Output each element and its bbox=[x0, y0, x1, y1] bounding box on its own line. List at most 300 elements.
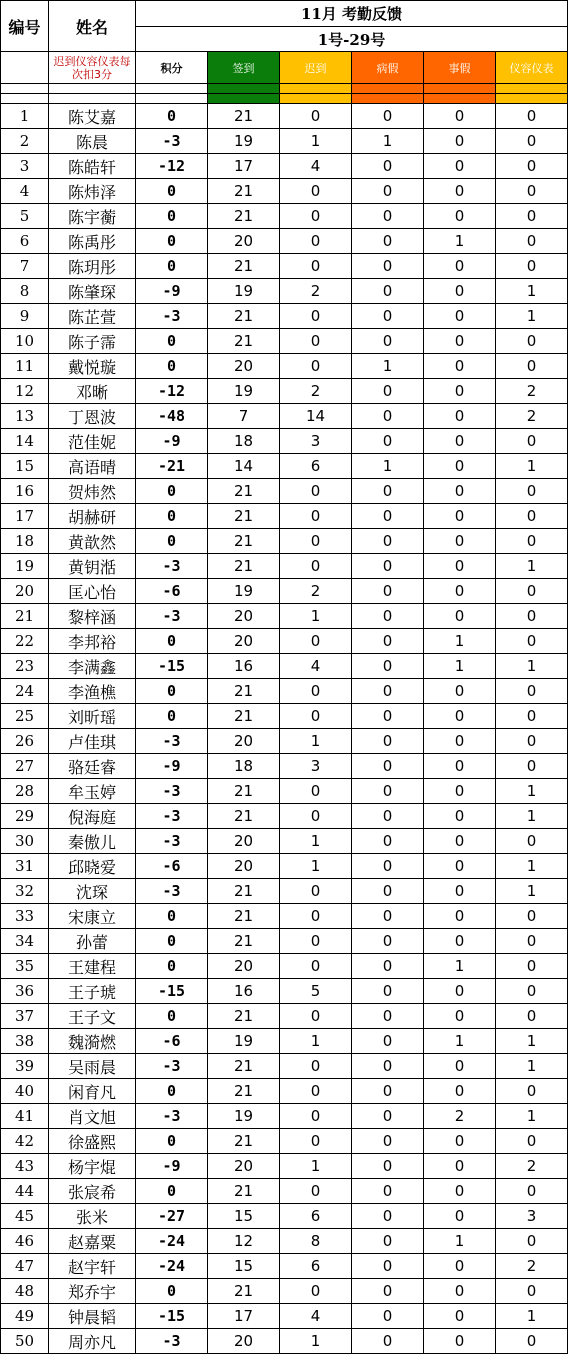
student-name: 范佳妮 bbox=[49, 429, 136, 454]
late-count: 0 bbox=[280, 1129, 352, 1154]
col-header-score: 积分 bbox=[136, 52, 208, 84]
personal-leave-count: 0 bbox=[424, 829, 496, 854]
signin-count: 21 bbox=[208, 304, 280, 329]
personal-leave-count: 0 bbox=[424, 504, 496, 529]
signin-count: 21 bbox=[208, 329, 280, 354]
appearance-count: 1 bbox=[496, 1104, 568, 1129]
table-row bbox=[1, 1204, 568, 1229]
late-count: 0 bbox=[280, 1104, 352, 1129]
score: -15 bbox=[136, 1304, 208, 1329]
late-count: 1 bbox=[280, 829, 352, 854]
sick-leave-count: 0 bbox=[352, 504, 424, 529]
late-count: 0 bbox=[280, 879, 352, 904]
student-name: 邓晰 bbox=[49, 379, 136, 404]
row-id: 15 bbox=[1, 454, 49, 479]
row-id: 12 bbox=[1, 379, 49, 404]
row-id: 48 bbox=[1, 1279, 49, 1304]
table-row bbox=[1, 1304, 568, 1329]
student-name: 李邦裕 bbox=[49, 629, 136, 654]
table-row bbox=[1, 779, 568, 804]
score: 0 bbox=[136, 104, 208, 129]
appearance-count: 0 bbox=[496, 354, 568, 379]
sick-leave-count: 0 bbox=[352, 204, 424, 229]
spacer-cell bbox=[1, 94, 49, 104]
table-row bbox=[1, 1254, 568, 1279]
appearance-count: 0 bbox=[496, 829, 568, 854]
personal-leave-count: 0 bbox=[424, 304, 496, 329]
sick-leave-count: 0 bbox=[352, 754, 424, 779]
student-name: 牟玉婷 bbox=[49, 779, 136, 804]
row-id: 6 bbox=[1, 229, 49, 254]
score: -21 bbox=[136, 454, 208, 479]
personal-leave-count: 0 bbox=[424, 1204, 496, 1229]
score: 0 bbox=[136, 179, 208, 204]
student-name: 陈禹彤 bbox=[49, 229, 136, 254]
appearance-count: 2 bbox=[496, 404, 568, 429]
score: -3 bbox=[136, 779, 208, 804]
row-id: 45 bbox=[1, 1204, 49, 1229]
row-id: 23 bbox=[1, 654, 49, 679]
sick-leave-count: 0 bbox=[352, 154, 424, 179]
color-bar-green bbox=[208, 94, 280, 104]
appearance-count: 0 bbox=[496, 754, 568, 779]
appearance-count: 0 bbox=[496, 1229, 568, 1254]
color-bar-orange bbox=[424, 94, 496, 104]
student-name: 李渔樵 bbox=[49, 679, 136, 704]
score: -3 bbox=[136, 1054, 208, 1079]
appearance-count: 0 bbox=[496, 129, 568, 154]
signin-count: 20 bbox=[208, 954, 280, 979]
score: 0 bbox=[136, 679, 208, 704]
personal-leave-count: 0 bbox=[424, 1129, 496, 1154]
row-id: 4 bbox=[1, 179, 49, 204]
table-row bbox=[1, 104, 568, 129]
student-name: 宋康立 bbox=[49, 904, 136, 929]
personal-leave-count: 0 bbox=[424, 179, 496, 204]
sick-leave-count: 0 bbox=[352, 1104, 424, 1129]
signin-count: 19 bbox=[208, 129, 280, 154]
color-bar-green bbox=[208, 84, 280, 94]
late-count: 0 bbox=[280, 354, 352, 379]
signin-count: 16 bbox=[208, 979, 280, 1004]
row-id: 20 bbox=[1, 579, 49, 604]
score: 0 bbox=[136, 254, 208, 279]
sick-leave-count: 0 bbox=[352, 879, 424, 904]
student-name: 邱晓爱 bbox=[49, 854, 136, 879]
table-row bbox=[1, 829, 568, 854]
spacer-cell bbox=[136, 94, 208, 104]
appearance-count: 1 bbox=[496, 654, 568, 679]
signin-count: 21 bbox=[208, 1054, 280, 1079]
student-name: 王子文 bbox=[49, 1004, 136, 1029]
appearance-count: 0 bbox=[496, 979, 568, 1004]
student-name: 吴雨晨 bbox=[49, 1054, 136, 1079]
student-name: 徐盛熙 bbox=[49, 1129, 136, 1154]
student-name: 骆廷睿 bbox=[49, 754, 136, 779]
personal-leave-count: 0 bbox=[424, 454, 496, 479]
appearance-count: 1 bbox=[496, 1304, 568, 1329]
row-id: 38 bbox=[1, 1029, 49, 1054]
late-count: 1 bbox=[280, 129, 352, 154]
personal-leave-count: 1 bbox=[424, 1229, 496, 1254]
row-id: 21 bbox=[1, 604, 49, 629]
row-id: 33 bbox=[1, 904, 49, 929]
student-name: 黄歆然 bbox=[49, 529, 136, 554]
sick-leave-count: 0 bbox=[352, 1254, 424, 1279]
score: -3 bbox=[136, 829, 208, 854]
score: 0 bbox=[136, 929, 208, 954]
table-row bbox=[1, 729, 568, 754]
table-row bbox=[1, 754, 568, 779]
personal-leave-count: 0 bbox=[424, 1079, 496, 1104]
sick-leave-count: 0 bbox=[352, 404, 424, 429]
score: 0 bbox=[136, 629, 208, 654]
sick-leave-count: 0 bbox=[352, 1004, 424, 1029]
row-id: 10 bbox=[1, 329, 49, 354]
sick-leave-count: 0 bbox=[352, 1204, 424, 1229]
personal-leave-count: 0 bbox=[424, 729, 496, 754]
personal-leave-count: 0 bbox=[424, 1154, 496, 1179]
appearance-count: 2 bbox=[496, 1254, 568, 1279]
appearance-count: 0 bbox=[496, 704, 568, 729]
row-id: 47 bbox=[1, 1254, 49, 1279]
student-name: 赵宇轩 bbox=[49, 1254, 136, 1279]
score: 0 bbox=[136, 204, 208, 229]
appearance-count: 0 bbox=[496, 1004, 568, 1029]
student-name: 陈子霈 bbox=[49, 329, 136, 354]
late-count: 0 bbox=[280, 929, 352, 954]
signin-count: 12 bbox=[208, 1229, 280, 1254]
student-name: 杨宇焜 bbox=[49, 1154, 136, 1179]
signin-count: 20 bbox=[208, 629, 280, 654]
signin-count: 21 bbox=[208, 879, 280, 904]
sick-leave-count: 0 bbox=[352, 679, 424, 704]
student-name: 李满鑫 bbox=[49, 654, 136, 679]
row-id: 5 bbox=[1, 204, 49, 229]
late-count: 14 bbox=[280, 404, 352, 429]
score: 0 bbox=[136, 504, 208, 529]
late-count: 0 bbox=[280, 229, 352, 254]
table-row bbox=[1, 1279, 568, 1304]
sick-leave-count: 0 bbox=[352, 254, 424, 279]
score: -15 bbox=[136, 654, 208, 679]
sick-leave-count: 1 bbox=[352, 354, 424, 379]
signin-count: 19 bbox=[208, 279, 280, 304]
row-id: 18 bbox=[1, 529, 49, 554]
signin-count: 21 bbox=[208, 904, 280, 929]
late-count: 6 bbox=[280, 1204, 352, 1229]
table-row bbox=[1, 204, 568, 229]
appearance-count: 0 bbox=[496, 154, 568, 179]
appearance-count: 0 bbox=[496, 579, 568, 604]
sick-leave-count: 0 bbox=[352, 829, 424, 854]
row-id: 24 bbox=[1, 679, 49, 704]
personal-leave-count: 0 bbox=[424, 254, 496, 279]
table-row bbox=[1, 1129, 568, 1154]
col-header-id: 编号 bbox=[1, 1, 49, 52]
signin-count: 21 bbox=[208, 1079, 280, 1104]
signin-count: 21 bbox=[208, 104, 280, 129]
personal-leave-count: 0 bbox=[424, 479, 496, 504]
appearance-count: 0 bbox=[496, 429, 568, 454]
late-count: 0 bbox=[280, 179, 352, 204]
student-name: 高语晴 bbox=[49, 454, 136, 479]
sick-leave-count: 0 bbox=[352, 854, 424, 879]
late-count: 0 bbox=[280, 904, 352, 929]
table-row bbox=[1, 454, 568, 479]
score: -15 bbox=[136, 979, 208, 1004]
personal-leave-count: 0 bbox=[424, 1254, 496, 1279]
table-row bbox=[1, 1179, 568, 1204]
appearance-count: 2 bbox=[496, 379, 568, 404]
table-row bbox=[1, 579, 568, 604]
late-count: 3 bbox=[280, 754, 352, 779]
personal-leave-count: 1 bbox=[424, 229, 496, 254]
personal-leave-count: 0 bbox=[424, 579, 496, 604]
table-row bbox=[1, 329, 568, 354]
signin-count: 16 bbox=[208, 654, 280, 679]
personal-leave-count: 0 bbox=[424, 354, 496, 379]
sick-leave-count: 0 bbox=[352, 329, 424, 354]
signin-count: 21 bbox=[208, 1179, 280, 1204]
signin-count: 20 bbox=[208, 729, 280, 754]
signin-count: 21 bbox=[208, 204, 280, 229]
color-bar-yellow bbox=[280, 84, 352, 94]
row-id: 35 bbox=[1, 954, 49, 979]
table-row bbox=[1, 879, 568, 904]
personal-leave-count: 0 bbox=[424, 1179, 496, 1204]
sick-leave-count: 0 bbox=[352, 229, 424, 254]
sick-leave-count: 0 bbox=[352, 1279, 424, 1304]
signin-count: 21 bbox=[208, 479, 280, 504]
appearance-count: 0 bbox=[496, 179, 568, 204]
date-range: 1号-29号 bbox=[136, 27, 568, 52]
score: -3 bbox=[136, 729, 208, 754]
score: -6 bbox=[136, 579, 208, 604]
late-count: 0 bbox=[280, 704, 352, 729]
sick-leave-count: 0 bbox=[352, 1129, 424, 1154]
personal-leave-count: 0 bbox=[424, 1329, 496, 1354]
appearance-count: 2 bbox=[496, 1154, 568, 1179]
student-name: 陈皓轩 bbox=[49, 154, 136, 179]
appearance-count: 0 bbox=[496, 104, 568, 129]
table-row bbox=[1, 1054, 568, 1079]
personal-leave-count: 0 bbox=[424, 754, 496, 779]
appearance-count: 0 bbox=[496, 1129, 568, 1154]
row-id: 41 bbox=[1, 1104, 49, 1129]
personal-leave-count: 1 bbox=[424, 654, 496, 679]
sick-leave-count: 0 bbox=[352, 729, 424, 754]
late-count: 1 bbox=[280, 604, 352, 629]
sick-leave-count: 0 bbox=[352, 954, 424, 979]
table-row bbox=[1, 529, 568, 554]
appearance-count: 0 bbox=[496, 1079, 568, 1104]
spacer-cell bbox=[49, 84, 136, 94]
sick-leave-count: 0 bbox=[352, 604, 424, 629]
late-count: 0 bbox=[280, 804, 352, 829]
col-header-personal: 事假 bbox=[424, 52, 496, 84]
spacer-cell bbox=[136, 84, 208, 94]
appearance-count: 1 bbox=[496, 304, 568, 329]
sick-leave-count: 1 bbox=[352, 454, 424, 479]
personal-leave-count: 0 bbox=[424, 779, 496, 804]
signin-count: 15 bbox=[208, 1204, 280, 1229]
appearance-count: 0 bbox=[496, 204, 568, 229]
sick-leave-count: 0 bbox=[352, 379, 424, 404]
col-header-sick: 病假 bbox=[352, 52, 424, 84]
sick-leave-count: 0 bbox=[352, 1154, 424, 1179]
signin-count: 21 bbox=[208, 529, 280, 554]
table-row bbox=[1, 1029, 568, 1054]
score: -24 bbox=[136, 1254, 208, 1279]
spacer-cell bbox=[1, 84, 49, 94]
signin-count: 20 bbox=[208, 829, 280, 854]
student-name: 肖文旭 bbox=[49, 1104, 136, 1129]
appearance-count: 1 bbox=[496, 854, 568, 879]
appearance-count: 1 bbox=[496, 554, 568, 579]
student-name: 胡赫研 bbox=[49, 504, 136, 529]
appearance-count: 0 bbox=[496, 929, 568, 954]
late-count: 0 bbox=[280, 679, 352, 704]
signin-count: 21 bbox=[208, 704, 280, 729]
signin-count: 21 bbox=[208, 179, 280, 204]
student-name: 陈宇蘅 bbox=[49, 204, 136, 229]
student-name: 周亦凡 bbox=[49, 1329, 136, 1354]
personal-leave-count: 0 bbox=[424, 279, 496, 304]
sick-leave-count: 0 bbox=[352, 929, 424, 954]
late-count: 0 bbox=[280, 954, 352, 979]
signin-count: 21 bbox=[208, 504, 280, 529]
late-count: 1 bbox=[280, 1329, 352, 1354]
late-count: 0 bbox=[280, 1279, 352, 1304]
student-name: 黄钥湉 bbox=[49, 554, 136, 579]
row-id: 17 bbox=[1, 504, 49, 529]
row-id: 27 bbox=[1, 754, 49, 779]
late-count: 1 bbox=[280, 729, 352, 754]
deduction-note: 迟到仪容仪表每次扣3分 bbox=[49, 52, 136, 84]
table-row bbox=[1, 154, 568, 179]
student-name: 魏漪燃 bbox=[49, 1029, 136, 1054]
student-name: 贺炜然 bbox=[49, 479, 136, 504]
score: -3 bbox=[136, 554, 208, 579]
late-count: 6 bbox=[280, 1254, 352, 1279]
sick-leave-count: 0 bbox=[352, 1029, 424, 1054]
row-id: 37 bbox=[1, 1004, 49, 1029]
sick-leave-count: 0 bbox=[352, 779, 424, 804]
personal-leave-count: 0 bbox=[424, 704, 496, 729]
score: 0 bbox=[136, 1179, 208, 1204]
appearance-count: 1 bbox=[496, 1029, 568, 1054]
table-row bbox=[1, 304, 568, 329]
row-id: 30 bbox=[1, 829, 49, 854]
table-row bbox=[1, 379, 568, 404]
late-count: 6 bbox=[280, 454, 352, 479]
row-id: 40 bbox=[1, 1079, 49, 1104]
personal-leave-count: 0 bbox=[424, 129, 496, 154]
personal-leave-count: 0 bbox=[424, 929, 496, 954]
signin-count: 21 bbox=[208, 679, 280, 704]
row-id: 44 bbox=[1, 1179, 49, 1204]
signin-count: 21 bbox=[208, 1279, 280, 1304]
row-id: 49 bbox=[1, 1304, 49, 1329]
score: 0 bbox=[136, 329, 208, 354]
student-name: 陈艾嘉 bbox=[49, 104, 136, 129]
late-count: 3 bbox=[280, 429, 352, 454]
spacer-cell bbox=[49, 94, 136, 104]
table-row bbox=[1, 279, 568, 304]
personal-leave-count: 0 bbox=[424, 1004, 496, 1029]
signin-count: 18 bbox=[208, 429, 280, 454]
signin-count: 19 bbox=[208, 579, 280, 604]
personal-leave-count: 0 bbox=[424, 854, 496, 879]
row-id: 43 bbox=[1, 1154, 49, 1179]
student-name: 秦傲儿 bbox=[49, 829, 136, 854]
late-count: 0 bbox=[280, 1054, 352, 1079]
score: 0 bbox=[136, 479, 208, 504]
appearance-count: 0 bbox=[496, 679, 568, 704]
student-name: 陈晨 bbox=[49, 129, 136, 154]
sick-leave-count: 0 bbox=[352, 629, 424, 654]
appearance-count: 1 bbox=[496, 879, 568, 904]
appearance-count: 1 bbox=[496, 279, 568, 304]
personal-leave-count: 0 bbox=[424, 1279, 496, 1304]
score: -6 bbox=[136, 1029, 208, 1054]
late-count: 4 bbox=[280, 654, 352, 679]
table-row bbox=[1, 604, 568, 629]
late-count: 0 bbox=[280, 479, 352, 504]
late-count: 0 bbox=[280, 329, 352, 354]
late-count: 0 bbox=[280, 104, 352, 129]
score: -48 bbox=[136, 404, 208, 429]
student-name: 丁恩波 bbox=[49, 404, 136, 429]
signin-count: 14 bbox=[208, 454, 280, 479]
signin-count: 21 bbox=[208, 779, 280, 804]
late-count: 0 bbox=[280, 204, 352, 229]
signin-count: 19 bbox=[208, 379, 280, 404]
appearance-count: 0 bbox=[496, 479, 568, 504]
table-row bbox=[1, 654, 568, 679]
late-count: 0 bbox=[280, 779, 352, 804]
color-bar-yellow bbox=[496, 94, 568, 104]
row-id: 31 bbox=[1, 854, 49, 879]
appearance-count: 0 bbox=[496, 254, 568, 279]
sick-leave-count: 0 bbox=[352, 104, 424, 129]
personal-leave-count: 0 bbox=[424, 529, 496, 554]
sick-leave-count: 0 bbox=[352, 279, 424, 304]
sick-leave-count: 0 bbox=[352, 179, 424, 204]
appearance-count: 0 bbox=[496, 529, 568, 554]
table-row bbox=[1, 1004, 568, 1029]
sick-leave-count: 0 bbox=[352, 1054, 424, 1079]
student-name: 王建程 bbox=[49, 954, 136, 979]
row-id: 28 bbox=[1, 779, 49, 804]
late-count: 8 bbox=[280, 1229, 352, 1254]
score: 0 bbox=[136, 954, 208, 979]
signin-count: 19 bbox=[208, 1104, 280, 1129]
appearance-count: 0 bbox=[496, 1279, 568, 1304]
score: -3 bbox=[136, 604, 208, 629]
row-id: 29 bbox=[1, 804, 49, 829]
appearance-count: 0 bbox=[496, 504, 568, 529]
student-name: 刘昕瑶 bbox=[49, 704, 136, 729]
student-name: 赵嘉粟 bbox=[49, 1229, 136, 1254]
table-row bbox=[1, 479, 568, 504]
empty-cell bbox=[1, 52, 49, 84]
row-id: 46 bbox=[1, 1229, 49, 1254]
sick-leave-count: 1 bbox=[352, 129, 424, 154]
late-count: 0 bbox=[280, 504, 352, 529]
signin-count: 21 bbox=[208, 929, 280, 954]
